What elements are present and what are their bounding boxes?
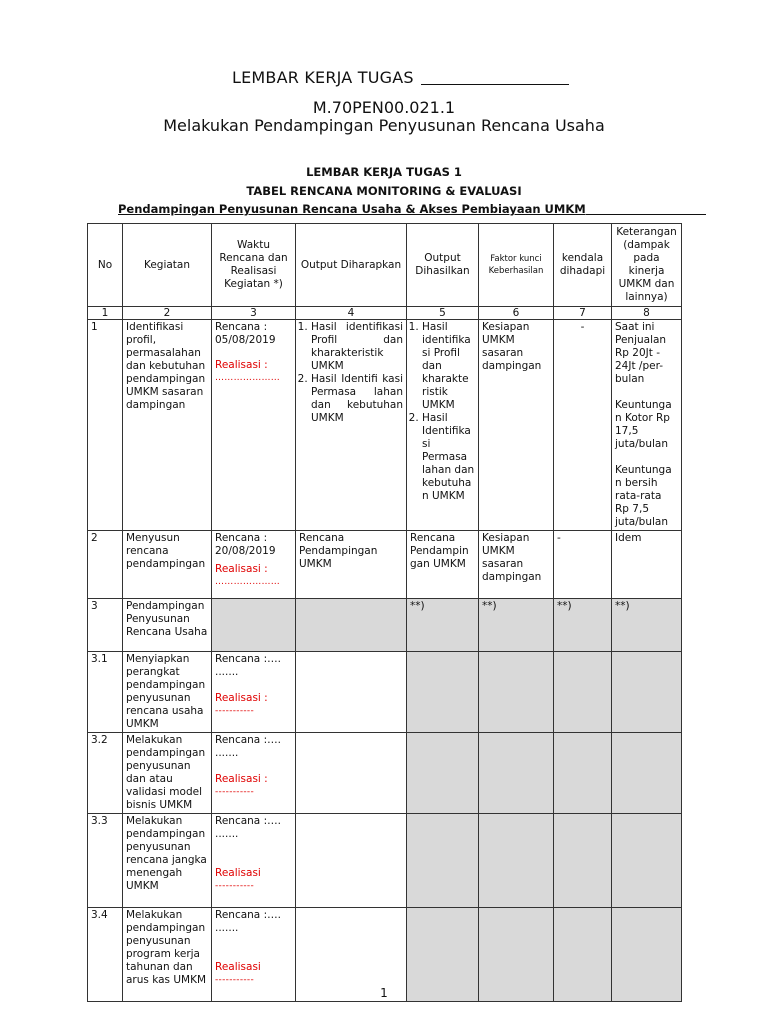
- table-row: [88, 320, 682, 531]
- gray-cell: [612, 652, 682, 733]
- realisasi-label: Realisasi: [215, 961, 261, 973]
- gray-cell: [554, 652, 612, 733]
- rencana-text: Rencana : 20/08/2019: [215, 532, 276, 557]
- list-item: 2. Hasil Identifika si Permasa lahan dan kebutuha n UMKM: [422, 412, 475, 503]
- realisasi-dashes: -----------: [215, 975, 255, 985]
- row-output-diharapkan: Rencana Pendampingan UMKM: [296, 531, 407, 599]
- keterangan-line: Keuntungan bersih rata-rata Rp 7,5 juta/bulan: [615, 464, 672, 528]
- col-output-dihasilkan-header: Output Dihasilkan: [407, 224, 479, 307]
- col-number: 1: [88, 307, 123, 320]
- row-no: 1: [88, 320, 123, 531]
- doc-title-line: [232, 68, 569, 87]
- stars-cell: **): [407, 599, 479, 652]
- table-row: [88, 599, 682, 652]
- row-faktor: Kesiapan UMKM sasaran dampingan: [479, 531, 554, 599]
- column-number-row: [88, 307, 682, 320]
- gray-cell: [296, 599, 407, 652]
- realisasi-label: Realisasi :: [215, 359, 268, 371]
- underline-title-line: [118, 202, 706, 216]
- stars-cell: **): [554, 599, 612, 652]
- row-keterangan: [612, 320, 682, 531]
- row-kegiatan: Identifikasi profil, permasalahan dan kebutuhan pendampingan UMKM sasaran dampingan: [123, 320, 212, 531]
- row-kegiatan: Melakukan pendampingan penyusunan program kerja tahunan dan arus kas UMKM: [123, 908, 212, 1002]
- col-number: 7: [554, 307, 612, 320]
- table-row: [88, 652, 682, 733]
- row-kegiatan: Melakukan pendampingan penyusunan rencana jangka menengah UMKM: [123, 814, 212, 908]
- col-no-header: No: [88, 224, 123, 307]
- gray-cell: [407, 652, 479, 733]
- underline-blank: [586, 202, 706, 215]
- list-item: 1. Hasil identifika si Profil dan kharakte ristik UMKM: [422, 321, 475, 412]
- realisasi-dots: …………………: [215, 577, 281, 587]
- col-number: 5: [407, 307, 479, 320]
- realisasi-label: Realisasi :: [215, 773, 268, 785]
- gray-cell: [612, 814, 682, 908]
- col-kegiatan-header: Kegiatan: [123, 224, 212, 307]
- table-row: [88, 531, 682, 599]
- rencana-text: Rencana :….: [215, 815, 281, 827]
- row-kendala: -: [554, 320, 612, 531]
- keterangan-line: Saat ini Penjualan Rp 20Jt - 24Jt /per-bulan: [615, 321, 667, 385]
- col-kendala-header: kendala dihadapi: [554, 224, 612, 307]
- table-row: [88, 814, 682, 908]
- row-waktu: [212, 531, 296, 599]
- gray-cell: [479, 733, 554, 814]
- row-waktu: [212, 320, 296, 531]
- row-keterangan: Idem: [612, 531, 682, 599]
- rencana-dots: .......: [215, 828, 239, 840]
- rencana-dots: .......: [215, 922, 239, 934]
- row-waktu: [212, 814, 296, 908]
- rencana-text: Rencana : 05/08/2019: [215, 321, 276, 346]
- row-output-dihasilkan: [407, 320, 479, 531]
- row-output-diharapkan: [296, 320, 407, 531]
- row-faktor: Kesiapan UMKM sasaran dampingan: [479, 320, 554, 531]
- col-number: 8: [612, 307, 682, 320]
- gray-cell: [612, 733, 682, 814]
- col-keterangan-header: Keterangan (dampak pada kinerja UMKM dan lainnya): [612, 224, 682, 307]
- row-kegiatan: Pendampingan Penyusunan Rencana Usaha: [123, 599, 212, 652]
- col-waktu-header: Waktu Rencana dan Realisasi Kegiatan *): [212, 224, 296, 307]
- realisasi-dashes: -----------: [215, 706, 255, 716]
- row-kegiatan: Melakukan pendampingan penyusunan dan atau validasi model bisnis UMKM: [123, 733, 212, 814]
- underline-title: Pendampingan Penyusunan Rencana Usaha & Akses Pembiayaan UMKM: [118, 202, 586, 216]
- row-no: 3: [88, 599, 123, 652]
- col-number: 6: [479, 307, 554, 320]
- stars-cell: **): [479, 599, 554, 652]
- list-item: 1. Hasil identifikasi Profil dan kharakteristik UMKM: [311, 321, 403, 373]
- row-kendala: -: [554, 531, 612, 599]
- realisasi-dots: …………………: [215, 373, 281, 383]
- keterangan-line: Keuntungan Kotor Rp 17,5 juta/bulan: [615, 399, 672, 450]
- realisasi-dashes: -----------: [215, 881, 255, 891]
- realisasi-dashes: -----------: [215, 787, 255, 797]
- page-number: 1: [380, 986, 388, 1000]
- row-no: 3.3: [88, 814, 123, 908]
- list-item: 2. Hasil Identifi kasi Permasa lahan dan kebutuhan UMKM: [311, 373, 403, 425]
- rencana-text: Rencana :….: [215, 653, 281, 665]
- doc-subtitle: Melakukan Pendampingan Penyusunan Rencana Usaha: [163, 116, 605, 135]
- gray-cell: [554, 814, 612, 908]
- col-number: 3: [212, 307, 296, 320]
- row-waktu: [212, 652, 296, 733]
- rencana-text: Rencana :….: [215, 734, 281, 746]
- gray-cell: [479, 652, 554, 733]
- sheet-title: LEMBAR KERJA TUGAS 1: [306, 165, 462, 179]
- gray-cell: [407, 733, 479, 814]
- stars-cell: **): [612, 599, 682, 652]
- header-row: [88, 224, 682, 307]
- rencana-dots: .......: [215, 747, 239, 759]
- realisasi-label: Realisasi :: [215, 563, 268, 575]
- empty-cell: [296, 814, 407, 908]
- row-output-dihasilkan: Rencana Pendampin gan UMKM: [407, 531, 479, 599]
- title-blank-line: [421, 70, 569, 85]
- rencana-dots: .......: [215, 666, 239, 678]
- rencana-text: Rencana :….: [215, 909, 281, 921]
- col-faktor-header: Faktor kunci Keberhasilan: [479, 224, 554, 307]
- col-number: 4: [296, 307, 407, 320]
- row-no: 3.2: [88, 733, 123, 814]
- row-no: 3.4: [88, 908, 123, 1002]
- col-number: 2: [123, 307, 212, 320]
- empty-cell: [296, 652, 407, 733]
- doc-code: M.70PEN00.021.1: [312, 98, 456, 117]
- realisasi-label: Realisasi: [215, 867, 261, 879]
- monitoring-table: [87, 223, 682, 1002]
- row-waktu: [212, 733, 296, 814]
- table-title: TABEL RENCANA MONITORING & EVALUASI: [246, 184, 522, 198]
- gray-cell: [407, 814, 479, 908]
- row-no: 2: [88, 531, 123, 599]
- row-no: 3.1: [88, 652, 123, 733]
- row-kegiatan: Menyusun rencana pendampingan: [123, 531, 212, 599]
- table-row: [88, 733, 682, 814]
- gray-cell: [554, 733, 612, 814]
- row-kegiatan: Menyiapkan perangkat pendampingan penyusunan rencana usaha UMKM: [123, 652, 212, 733]
- gray-cell: [479, 814, 554, 908]
- doc-title: LEMBAR KERJA TUGAS: [232, 68, 414, 87]
- realisasi-label: Realisasi :: [215, 692, 268, 704]
- col-output-diharapkan-header: Output Diharapkan: [296, 224, 407, 307]
- gray-cell: [212, 599, 296, 652]
- empty-cell: [296, 733, 407, 814]
